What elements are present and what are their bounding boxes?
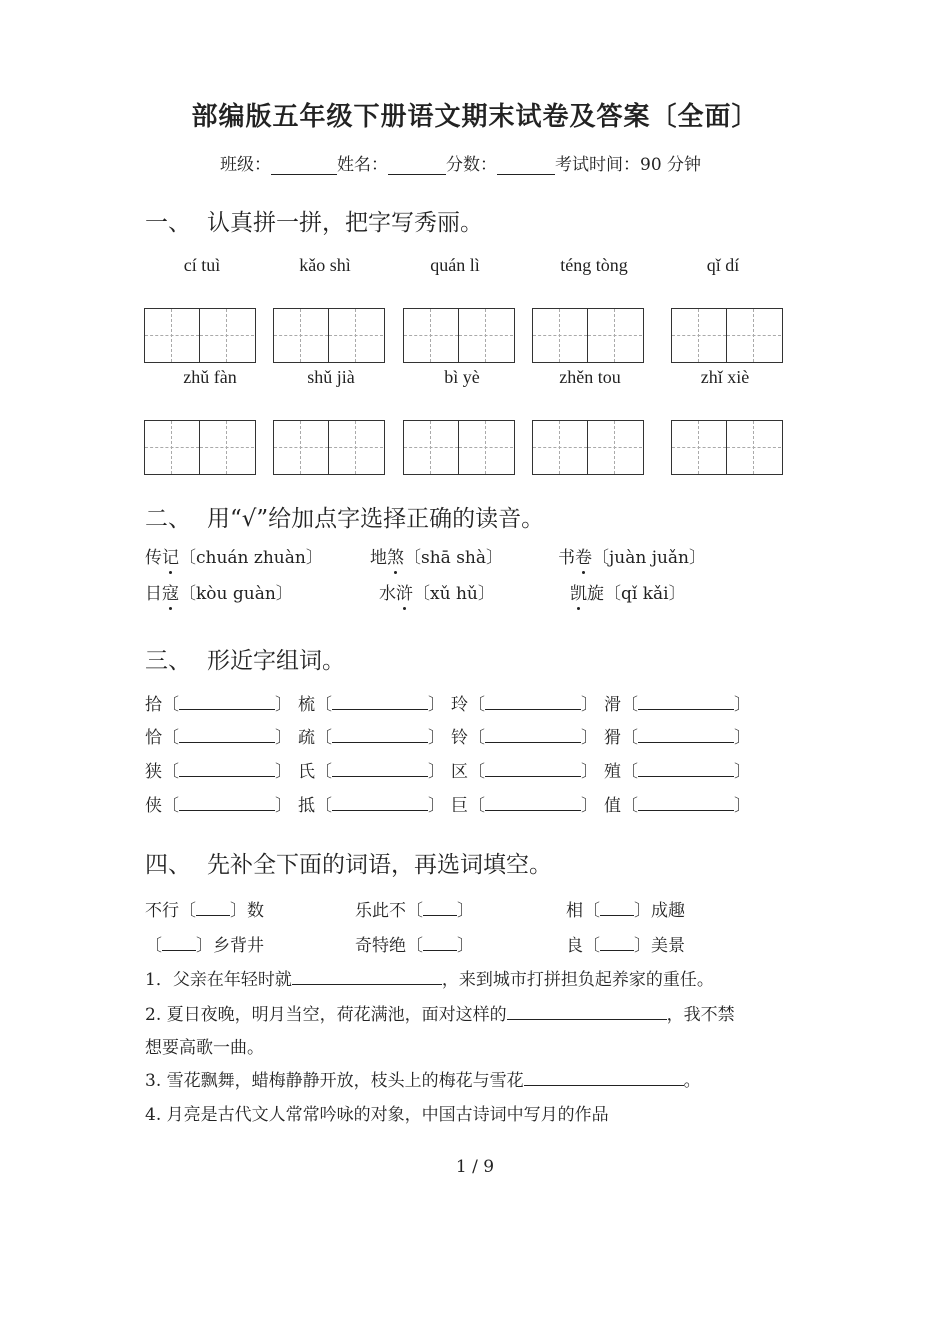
word-group-item[interactable]: 玲〔 〕: [451, 695, 598, 715]
class-label: 班级：: [220, 155, 271, 175]
idiom-item[interactable]: 不行〔 〕数: [145, 901, 264, 921]
tianzige-box[interactable]: [671, 308, 783, 363]
score-blank[interactable]: [497, 156, 555, 175]
idiom-item[interactable]: 良〔 〕美景: [566, 936, 685, 956]
question-2[interactable]: 2. 夏日夜晚，明月当空，荷花满池，面对这样的 ，我不禁: [145, 1005, 735, 1025]
tianzige-box[interactable]: [273, 420, 385, 475]
pinyin-2-3: bì yè: [444, 367, 480, 387]
reading-item[interactable]: 传记〔chuán zhuàn〕: [145, 548, 323, 568]
word-group-item[interactable]: 梳〔 〕: [298, 695, 445, 715]
word-group-item[interactable]: 猾〔 〕: [604, 728, 751, 748]
student-info: [220, 150, 701, 175]
name-blank[interactable]: [388, 156, 446, 175]
word-group-item[interactable]: 疏〔 〕: [298, 728, 445, 748]
word-group-item[interactable]: 氏〔 〕: [298, 762, 445, 782]
pinyin-1-2: kǎo shì: [299, 255, 351, 275]
tianzige-box[interactable]: [532, 420, 644, 475]
time-label: 考试时间：90 分钟: [555, 155, 702, 175]
idiom-item[interactable]: 相〔 〕成趣: [566, 901, 685, 921]
word-group-item[interactable]: 侠〔 〕: [145, 796, 292, 816]
pinyin-2-5: zhǐ xiè: [700, 367, 750, 387]
reading-item[interactable]: 凯旋〔qǐ kǎi〕: [570, 584, 686, 604]
tianzige-box[interactable]: [403, 308, 515, 363]
pinyin-1-1: cí tuì: [183, 255, 221, 275]
pinyin-1-5: qǐ dí: [706, 255, 740, 275]
question-4: 4. 月亮是古代文人常常吟咏的对象，中国古诗词中写月的作品: [145, 1105, 609, 1125]
tianzige-box[interactable]: [273, 308, 385, 363]
question-2-continued: 想要高歌一曲。: [145, 1038, 264, 1058]
name-label: 姓名：: [337, 155, 388, 175]
word-group-item[interactable]: 抵〔 〕: [298, 796, 445, 816]
idiom-item[interactable]: 奇特绝〔 〕: [355, 936, 474, 956]
reading-item[interactable]: 水浒〔xǔ hǔ〕: [379, 584, 495, 604]
word-group-item[interactable]: 区〔 〕: [451, 762, 598, 782]
section-4-heading: 四、 先补全下面的词语，再选词填空。: [145, 852, 552, 878]
idiom-item[interactable]: 〔 〕乡背井: [145, 936, 264, 956]
word-group-item[interactable]: 拾〔 〕: [145, 695, 292, 715]
tianzige-box[interactable]: [671, 420, 783, 475]
pinyin-2-1: zhǔ fàn: [183, 367, 237, 387]
word-group-item[interactable]: 殖〔 〕: [604, 762, 751, 782]
section-1-heading: 一、 认真拼一拼，把字写秀丽。: [145, 210, 483, 236]
reading-item[interactable]: 日寇〔kòu guàn〕: [145, 584, 293, 604]
reading-item[interactable]: 书卷〔juàn juǎn〕: [558, 548, 707, 568]
tianzige-box[interactable]: [144, 420, 256, 475]
tianzige-box[interactable]: [144, 308, 256, 363]
idiom-item[interactable]: 乐此不〔 〕: [355, 901, 474, 921]
section-3-heading: 三、 形近字组词。: [145, 648, 345, 674]
word-group-item[interactable]: 恰〔 〕: [145, 728, 292, 748]
word-group-item[interactable]: 铃〔 〕: [451, 728, 598, 748]
word-group-item[interactable]: 滑〔 〕: [604, 695, 751, 715]
question-3[interactable]: 3. 雪花飘舞，蜡梅静静开放，枝头上的梅花与雪花 。: [145, 1071, 701, 1091]
tianzige-box[interactable]: [532, 308, 644, 363]
page-number: 1 / 9: [455, 1157, 495, 1177]
section-2-heading: 二、 用“√”给加点字选择正确的读音。: [145, 506, 545, 532]
tianzige-box[interactable]: [403, 420, 515, 475]
word-group-item[interactable]: 值〔 〕: [604, 796, 751, 816]
page-title: 部编版五年级下册语文期末试卷及答案〔全面〕: [191, 102, 759, 132]
pinyin-1-3: quán lì: [430, 255, 480, 275]
pinyin-1-4: téng tòng: [560, 255, 628, 275]
score-label: 分数：: [446, 155, 497, 175]
word-group-item[interactable]: 狭〔 〕: [145, 762, 292, 782]
class-blank[interactable]: [271, 156, 337, 175]
question-1[interactable]: 1．父亲在年轻时就 ，来到城市打拼担负起养家的重任。: [145, 970, 714, 990]
pinyin-2-2: shǔ jià: [307, 367, 355, 387]
reading-item[interactable]: 地煞〔shā shà〕: [370, 548, 504, 568]
word-group-item[interactable]: 巨〔 〕: [451, 796, 598, 816]
pinyin-2-4: zhěn tou: [559, 367, 621, 387]
